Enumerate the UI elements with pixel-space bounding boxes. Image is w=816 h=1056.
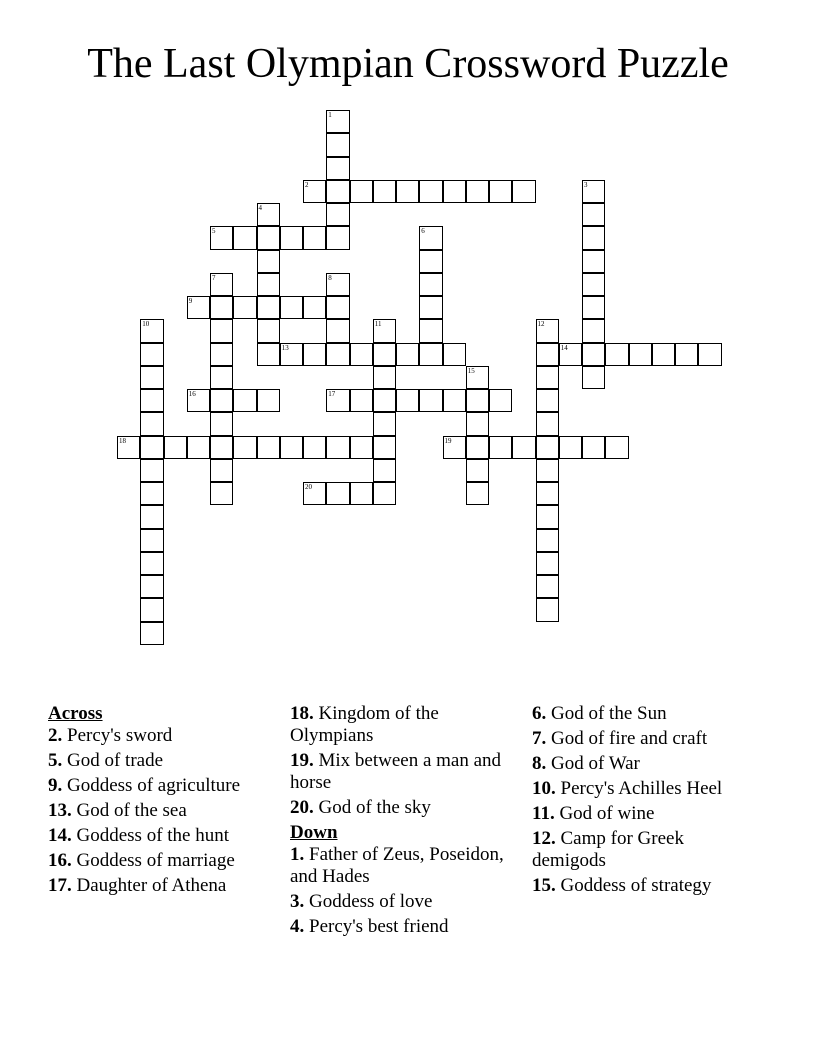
- cell-number: 9: [188, 297, 193, 305]
- grid-cell[interactable]: [582, 226, 605, 249]
- clue-across-18[interactable]: 18. Kingdom of the Olympians: [290, 703, 439, 746]
- grid-cell[interactable]: [559, 343, 582, 366]
- clue-number: 10: [532, 778, 551, 799]
- grid-cell[interactable]: [140, 319, 163, 342]
- clue-number: 8: [532, 753, 542, 774]
- grid-cell[interactable]: [373, 180, 396, 203]
- grid-cell[interactable]: [117, 436, 140, 459]
- clue-down-6[interactable]: 6. God of the Sun: [532, 703, 667, 724]
- grid-cell[interactable]: [536, 598, 559, 621]
- clue-number: 15: [532, 875, 551, 896]
- grid-cell[interactable]: [233, 436, 256, 459]
- grid-cell[interactable]: [419, 273, 442, 296]
- grid-cell[interactable]: [326, 203, 349, 226]
- grid-cell[interactable]: [373, 343, 396, 366]
- grid-cell[interactable]: [280, 296, 303, 319]
- clue-down-4[interactable]: 4. Percy's best friend: [290, 916, 449, 937]
- grid-cell[interactable]: [164, 436, 187, 459]
- clue-text: Goddess of marriage: [76, 850, 235, 871]
- clue-column-2: [290, 703, 515, 941]
- grid-cell[interactable]: [350, 180, 373, 203]
- grid-cell[interactable]: [536, 412, 559, 435]
- grid-cell[interactable]: [536, 459, 559, 482]
- clue-down-3[interactable]: 3. Goddess of love: [290, 891, 433, 912]
- grid-cell[interactable]: [257, 389, 280, 412]
- grid-cell[interactable]: [350, 343, 373, 366]
- grid-cell[interactable]: [536, 389, 559, 412]
- grid-cell[interactable]: [582, 319, 605, 342]
- grid-cell[interactable]: [443, 436, 466, 459]
- grid-cell[interactable]: [233, 389, 256, 412]
- clue-down-8[interactable]: 8. God of War: [532, 753, 640, 774]
- grid-cell[interactable]: [350, 482, 373, 505]
- clue-number: 5: [48, 750, 58, 771]
- clue-text: Father of Zeus, Poseidon, and Hades: [290, 844, 504, 887]
- puzzle-title: The Last Olympian Crossword Puzzle: [87, 41, 729, 87]
- grid-cell[interactable]: [326, 273, 349, 296]
- grid-cell[interactable]: [210, 412, 233, 435]
- grid-cell[interactable]: [419, 343, 442, 366]
- grid-cell[interactable]: [605, 436, 628, 459]
- clue-number: 17: [48, 875, 67, 896]
- grid-cell[interactable]: [303, 296, 326, 319]
- clue-across-17[interactable]: 17. Daughter of Athena: [48, 875, 227, 896]
- clue-number: 1: [290, 844, 300, 865]
- grid-cell[interactable]: [443, 343, 466, 366]
- clue-number: 6: [532, 703, 542, 724]
- clue-across-20[interactable]: 20. God of the sky: [290, 797, 431, 818]
- clue-text: Goddess of strategy: [560, 875, 712, 896]
- grid-cell[interactable]: [466, 366, 489, 389]
- grid-cell[interactable]: [210, 459, 233, 482]
- clue-number: 18: [290, 703, 309, 724]
- grid-cell[interactable]: [698, 343, 721, 366]
- grid-cell[interactable]: [419, 296, 442, 319]
- grid-cell[interactable]: [419, 180, 442, 203]
- grid-cell[interactable]: [536, 482, 559, 505]
- grid-cell[interactable]: [210, 389, 233, 412]
- grid-cell[interactable]: [257, 250, 280, 273]
- grid-cell[interactable]: [582, 366, 605, 389]
- grid-cell[interactable]: [280, 343, 303, 366]
- grid-cell[interactable]: [373, 389, 396, 412]
- cell-number: 12: [537, 320, 545, 329]
- grid-cell[interactable]: [536, 319, 559, 342]
- grid-cell[interactable]: [303, 436, 326, 459]
- clue-number: 4: [290, 916, 300, 937]
- grid-cell[interactable]: [536, 343, 559, 366]
- grid-cell[interactable]: [140, 343, 163, 366]
- grid-cell[interactable]: [210, 343, 233, 366]
- grid-cell[interactable]: [582, 180, 605, 203]
- grid-cell[interactable]: [210, 273, 233, 296]
- cell-number: 6: [421, 227, 425, 236]
- grid-cell[interactable]: [210, 366, 233, 389]
- clue-text: Camp for Greek demigods: [532, 828, 684, 871]
- grid-cell[interactable]: [140, 622, 163, 645]
- clue-number: 13: [48, 800, 67, 821]
- grid-cell[interactable]: [303, 482, 326, 505]
- grid-cell[interactable]: [373, 319, 396, 342]
- clue-text: Kingdom of the Olympians: [290, 703, 439, 746]
- grid-cell[interactable]: [140, 575, 163, 598]
- clue-text: Goddess of agriculture: [67, 775, 241, 796]
- grid-cell[interactable]: [140, 412, 163, 435]
- grid-cell[interactable]: [582, 343, 605, 366]
- clue-down-7[interactable]: 7. God of fire and craft: [532, 728, 708, 749]
- cell-number: 3: [584, 180, 588, 189]
- grid-cell[interactable]: [233, 296, 256, 319]
- grid-cell[interactable]: [140, 436, 163, 459]
- grid-cell[interactable]: [350, 436, 373, 459]
- grid-cell[interactable]: [582, 203, 605, 226]
- grid-cell[interactable]: [536, 436, 559, 459]
- grid-cell[interactable]: [582, 436, 605, 459]
- clue-across-19[interactable]: 19. Mix between a man and horse: [290, 750, 502, 793]
- clue-text: God of wine: [559, 803, 655, 824]
- grid-cell[interactable]: [396, 180, 419, 203]
- clue-down-12[interactable]: 12. Camp for Greek demigods: [532, 828, 684, 871]
- clue-text: God of fire and craft: [551, 728, 708, 749]
- clue-down-15[interactable]: 15. Goddess of strategy: [532, 875, 712, 896]
- clue-text: God of trade: [67, 750, 164, 771]
- clue-number: 14: [48, 825, 67, 846]
- grid-cell[interactable]: [396, 343, 419, 366]
- clue-text: Percy's best friend: [309, 916, 449, 937]
- cell-number: 5: [212, 227, 216, 236]
- grid-cell[interactable]: [373, 436, 396, 459]
- grid-cell[interactable]: [140, 459, 163, 482]
- clue-text: Daughter of Athena: [76, 875, 227, 896]
- grid-cell[interactable]: [257, 343, 280, 366]
- clue-text: God of War: [551, 753, 640, 774]
- grid-cell[interactable]: [582, 250, 605, 273]
- grid-cell[interactable]: [536, 552, 559, 575]
- grid-cell[interactable]: [326, 110, 349, 133]
- cell-number: 8: [328, 273, 332, 282]
- cell-number: 10: [142, 320, 150, 329]
- clue-across-14[interactable]: 14. Goddess of the hunt: [48, 825, 230, 846]
- grid-cell[interactable]: [326, 436, 349, 459]
- grid-cell[interactable]: [280, 436, 303, 459]
- grid-cell[interactable]: [489, 436, 512, 459]
- cell-number: 7: [212, 273, 216, 282]
- grid-cell[interactable]: [326, 296, 349, 319]
- grid-cell[interactable]: [140, 505, 163, 528]
- clue-text: God of the Sun: [551, 703, 667, 724]
- grid-cell[interactable]: [210, 319, 233, 342]
- clue-across-5[interactable]: 5. God of trade: [48, 750, 164, 771]
- clue-text: Mix between a man and horse: [290, 750, 502, 793]
- cell-number: 2: [305, 180, 309, 189]
- grid-cell[interactable]: [140, 482, 163, 505]
- cell-number: 16: [188, 390, 196, 398]
- grid-cell[interactable]: [536, 505, 559, 528]
- grid-cell[interactable]: [466, 389, 489, 412]
- grid-cell[interactable]: [675, 343, 698, 366]
- clue-across-2[interactable]: 2. Percy's sword: [48, 725, 173, 746]
- grid-cell[interactable]: [419, 250, 442, 273]
- cell-number: 1: [328, 111, 332, 119]
- clue-number: 19: [290, 750, 309, 771]
- grid-cell[interactable]: [466, 412, 489, 435]
- clue-number: 2: [48, 725, 58, 746]
- cell-number: 17: [328, 390, 336, 398]
- grid-cell[interactable]: [443, 389, 466, 412]
- grid-cell[interactable]: [419, 319, 442, 342]
- cell-number: 18: [119, 436, 126, 445]
- grid-cell[interactable]: [419, 226, 442, 249]
- grid-cell[interactable]: [210, 436, 233, 459]
- grid-cell[interactable]: [443, 180, 466, 203]
- clue-across-16[interactable]: 16. Goddess of marriage: [48, 850, 235, 871]
- grid-cell[interactable]: [210, 296, 233, 319]
- grid-cell[interactable]: [536, 529, 559, 552]
- grid-cell[interactable]: [257, 436, 280, 459]
- grid-cell[interactable]: [373, 366, 396, 389]
- grid-cell[interactable]: [489, 389, 512, 412]
- clue-across-9[interactable]: 9. Goddess of agriculture: [48, 775, 241, 796]
- grid-cell[interactable]: [140, 598, 163, 621]
- clue-number: 3: [290, 891, 300, 912]
- grid-cell[interactable]: [536, 366, 559, 389]
- grid-cell[interactable]: [512, 436, 535, 459]
- grid-cell[interactable]: [326, 482, 349, 505]
- grid-cell[interactable]: [303, 226, 326, 249]
- clue-number: 12: [532, 828, 551, 849]
- grid-cell[interactable]: [582, 296, 605, 319]
- cell-number: 13: [281, 343, 289, 352]
- clue-down-1[interactable]: 1. Father of Zeus, Poseidon, and Hades: [290, 844, 504, 887]
- grid-cell[interactable]: [326, 389, 349, 412]
- cell-number: 14: [560, 343, 568, 352]
- grid-cell[interactable]: [233, 226, 256, 249]
- grid-cell[interactable]: [466, 436, 489, 459]
- clue-across-13[interactable]: 13. God of the sea: [48, 800, 187, 821]
- grid-cell[interactable]: [326, 343, 349, 366]
- clue-column-1: [48, 703, 273, 900]
- clue-text: Goddess of love: [309, 891, 433, 912]
- clue-text: God of the sky: [318, 797, 431, 818]
- grid-cell[interactable]: [466, 482, 489, 505]
- cell-number: 15: [467, 366, 475, 375]
- grid-cell[interactable]: [257, 226, 280, 249]
- grid-cell[interactable]: [652, 343, 675, 366]
- grid-cell[interactable]: [210, 482, 233, 505]
- clue-number: 11: [532, 803, 550, 824]
- grid-cell[interactable]: [187, 296, 210, 319]
- grid-cell[interactable]: [373, 482, 396, 505]
- grid-cell[interactable]: [373, 459, 396, 482]
- cell-number: 4: [258, 204, 262, 212]
- grid-cell[interactable]: [373, 412, 396, 435]
- grid-cell[interactable]: [489, 180, 512, 203]
- clue-number: 20: [290, 797, 309, 818]
- cell-number: 19: [444, 436, 452, 445]
- grid-cell[interactable]: [140, 529, 163, 552]
- grid-cell[interactable]: [582, 273, 605, 296]
- grid-cell[interactable]: [466, 459, 489, 482]
- grid-cell[interactable]: [187, 436, 210, 459]
- grid-cell[interactable]: [326, 157, 349, 180]
- grid-cell[interactable]: [303, 343, 326, 366]
- grid-cell[interactable]: [605, 343, 628, 366]
- grid-cell[interactable]: [187, 389, 210, 412]
- grid-cell[interactable]: [536, 575, 559, 598]
- grid-cell[interactable]: [280, 226, 303, 249]
- grid-cell[interactable]: [326, 180, 349, 203]
- cell-number: 11: [374, 320, 382, 329]
- clue-text: Goddess of the hunt: [76, 825, 230, 846]
- grid-cell[interactable]: [257, 296, 280, 319]
- across-heading: Across: [48, 703, 103, 724]
- clue-number: 7: [532, 728, 542, 749]
- clue-text: Percy's Achilles Heel: [560, 778, 723, 799]
- clue-text: God of the sea: [76, 800, 187, 821]
- grid-cell[interactable]: [466, 180, 489, 203]
- clue-down-11[interactable]: 11. God of wine: [532, 803, 655, 824]
- grid-cell[interactable]: [350, 389, 373, 412]
- down-heading: Down: [290, 822, 338, 843]
- clue-number: 16: [48, 850, 67, 871]
- clue-number: 9: [48, 775, 58, 796]
- grid-cell[interactable]: [140, 389, 163, 412]
- grid-cell[interactable]: [396, 389, 419, 412]
- grid-cell[interactable]: [140, 552, 163, 575]
- grid-cell[interactable]: [326, 133, 349, 156]
- clue-column-3: [532, 703, 757, 900]
- grid-cell[interactable]: [303, 180, 326, 203]
- grid-cell[interactable]: [257, 203, 280, 226]
- clue-down-10[interactable]: 10. Percy's Achilles Heel: [532, 778, 723, 799]
- grid-cell[interactable]: [326, 319, 349, 342]
- grid-cell[interactable]: [419, 389, 442, 412]
- grid-cell[interactable]: [140, 366, 163, 389]
- grid-cell[interactable]: [629, 343, 652, 366]
- cell-number: 20: [305, 483, 312, 491]
- grid-cell[interactable]: [257, 319, 280, 342]
- grid-cell[interactable]: [257, 273, 280, 296]
- grid-cell[interactable]: [326, 226, 349, 249]
- grid-cell[interactable]: [512, 180, 535, 203]
- clue-text: Percy's sword: [67, 725, 173, 746]
- grid-cell[interactable]: [210, 226, 233, 249]
- grid-cell[interactable]: [559, 436, 582, 459]
